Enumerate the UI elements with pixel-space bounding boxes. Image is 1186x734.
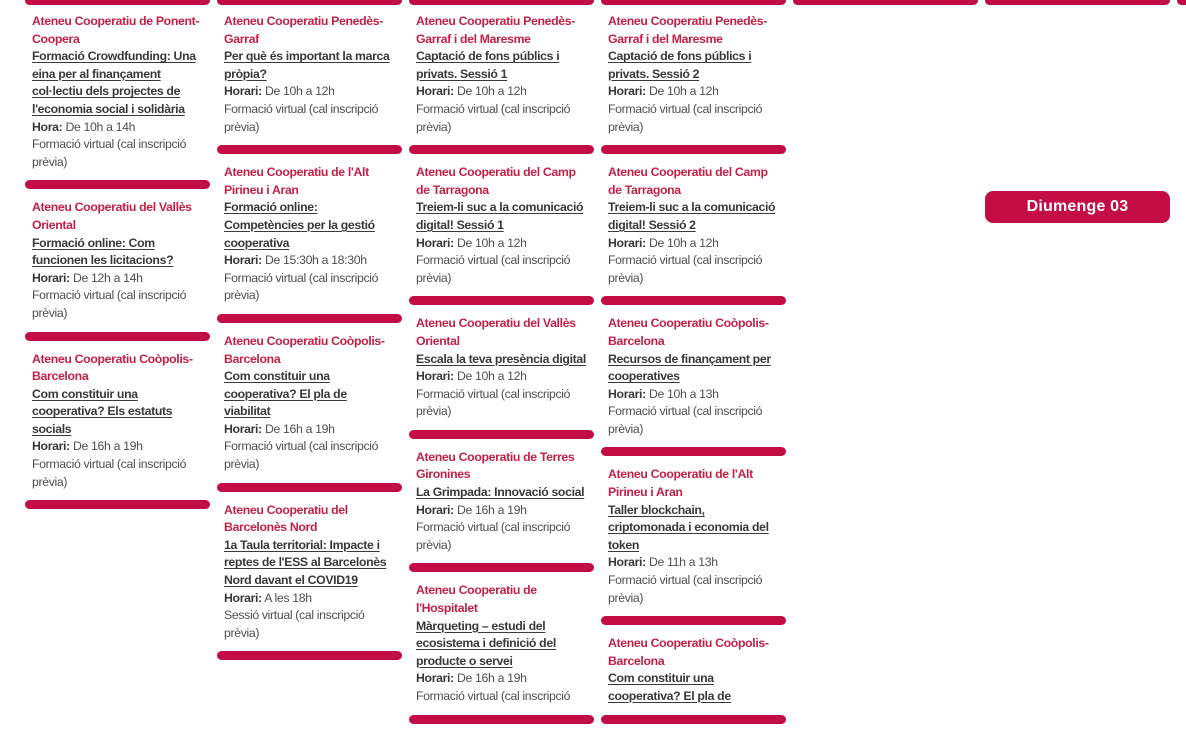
event-time-value: De 16h a 19h	[72, 439, 143, 454]
event-mode: Formació virtual (cal inscripció prèvia)	[224, 270, 379, 303]
event-time-value: De 15:30h a 18:30h	[264, 253, 367, 268]
event-time-value: De 10h a 12h	[648, 235, 719, 250]
event-title-link[interactable]: Formació online: Competències per la gestió cooperativa	[224, 200, 375, 250]
event-separator-bar	[409, 563, 594, 572]
event-organization: Ateneu Cooperatiu Coòpolis-Barcelona	[32, 351, 193, 384]
event-time-label: Horari:	[608, 235, 646, 250]
event-mode: Formació virtual (cal inscripció prèvia)	[224, 439, 379, 472]
event-title-link[interactable]: Taller blockchain, criptomonada i economia del token	[608, 502, 769, 552]
day-events-list	[601, 13, 786, 724]
event-organization: Ateneu Cooperatiu Coòpolis-Barcelona	[608, 316, 769, 348]
event-organization: Ateneu Cooperatiu del Vallès Oriental	[416, 316, 576, 348]
day-column	[1177, 0, 1186, 13]
event-title-link[interactable]: Màrqueting – estudi del ecosistema i definició del producte o servei	[416, 618, 556, 668]
event-time-label: Horari:	[416, 671, 454, 686]
event-separator-bar	[217, 145, 402, 154]
event-title-link[interactable]: Per què és important la marca pròpia?	[224, 49, 390, 81]
event-mode: Formació virtual (cal inscripció prèvia)	[608, 404, 763, 436]
event-time-value: De 12h a 14h	[72, 270, 143, 285]
event-time-value: De 10h a 12h	[648, 84, 719, 99]
event-organization: Ateneu Cooperatiu del Camp de Tarragona	[608, 165, 768, 197]
event-time-value: De 10h a 12h	[264, 84, 335, 99]
event-title-link[interactable]: 1a Taula territorial: Impacte i reptes de l'ESS al Barcelonès Nord davant el COVID19	[224, 537, 387, 588]
day-column	[985, 0, 1170, 223]
event-time-label: Horari:	[608, 555, 646, 570]
event-title-link[interactable]: Com constituir una cooperativa? El pla de viabilitat	[224, 369, 347, 419]
event-card	[217, 164, 402, 323]
event-time-value: De 16h a 19h	[456, 671, 527, 686]
event-organization: Ateneu Cooperatiu Penedès-Garraf i del Maresme	[608, 14, 767, 46]
event-title-link[interactable]: Escala la teva presència digital	[416, 351, 586, 366]
event-time-value: De 11h a 13h	[648, 555, 718, 570]
event-separator-bar	[409, 145, 594, 154]
day-column	[409, 0, 594, 734]
event-separator-bar	[601, 145, 786, 154]
event-time	[224, 83, 395, 101]
event-time-label: Horari:	[416, 84, 454, 99]
event-time	[416, 502, 587, 520]
event-mode: Formació virtual (cal inscripció prèvia)	[416, 386, 571, 419]
event-time-value: De 16h a 19h	[264, 421, 335, 436]
event-time-value: De 10h a 12h	[456, 84, 527, 99]
event-time-value: De 10h a 13h	[648, 386, 719, 401]
event-separator-bar	[601, 715, 786, 724]
day-top-bar	[217, 0, 402, 5]
event-separator-bar	[25, 500, 210, 509]
event-organization: Ateneu Cooperatiu de l'Hospitalet	[416, 583, 537, 616]
event-title-link[interactable]: Treiem-li suc a la comunicació digital! Sessió 1	[416, 200, 584, 232]
event-separator-bar	[25, 180, 210, 189]
event-time-value: De 10h a 12h	[456, 235, 527, 250]
event-organization: Ateneu Cooperatiu de Terres Gironines	[416, 449, 575, 482]
event-separator-bar	[409, 296, 594, 305]
day-badge: Diumenge 03	[985, 191, 1170, 223]
event-mode: Formació virtual (cal inscripció prèvia)	[608, 253, 763, 285]
event-mode: Formació virtual (cal inscripció prèvia)	[608, 573, 763, 605]
day-events-list	[409, 13, 594, 724]
event-mode: Formació virtual (cal inscripció prèvia)	[416, 101, 571, 134]
event-time-label: Horari:	[32, 439, 70, 454]
event-time-label: Horari:	[224, 421, 262, 436]
event-card	[217, 502, 402, 661]
event-separator-bar	[217, 314, 402, 323]
event-mode: Formació virtual (cal inscripció prèvia)	[32, 288, 187, 320]
day-events-list	[25, 13, 210, 509]
event-time-value: A les 18h	[264, 590, 312, 605]
event-card	[409, 13, 594, 154]
event-card	[409, 315, 594, 439]
day-events-list	[985, 191, 1170, 223]
event-card	[25, 351, 210, 510]
event-time-label: Horari:	[608, 386, 646, 401]
event-card	[601, 466, 786, 625]
day-column	[601, 0, 786, 734]
event-card	[409, 582, 594, 723]
event-title-link[interactable]: Captació de fons públics i privats. Sessió 1	[416, 49, 560, 81]
event-time-label: Horari:	[416, 369, 454, 384]
event-organization: Ateneu Cooperatiu Coòpolis-Barcelona	[608, 636, 769, 668]
event-time	[416, 83, 587, 101]
event-organization: Ateneu Cooperatiu de l'Alt Pirineu i Aran	[224, 165, 369, 197]
event-time	[416, 368, 587, 386]
event-card	[25, 13, 210, 189]
event-organization: Ateneu Cooperatiu de l'Alt Pirineu i Aran	[608, 467, 753, 500]
day-column	[25, 0, 210, 519]
event-time	[32, 438, 203, 456]
event-time	[608, 235, 779, 253]
event-time	[416, 235, 587, 253]
event-time	[608, 554, 779, 572]
event-time-label: Horari:	[416, 235, 454, 250]
event-card	[601, 164, 786, 305]
event-title-link[interactable]: La Grimpada: Innovació social	[416, 485, 585, 500]
event-time-label: Horari:	[416, 502, 454, 517]
event-card	[601, 635, 786, 723]
event-organization: Ateneu Cooperatiu Penedès-Garraf i del Maresme	[416, 14, 575, 46]
event-mode: Formació virtual (cal inscripció prèvia)	[416, 520, 571, 552]
event-title-link[interactable]: Recursos de finançament per cooperatives	[608, 351, 771, 384]
event-organization: Ateneu Cooperatiu del Barcelonès Nord	[224, 502, 348, 535]
event-title-link[interactable]: Com constituir una cooperativa? Els estatuts socials	[32, 386, 173, 436]
event-separator-bar	[601, 616, 786, 625]
event-time	[224, 590, 395, 608]
event-time	[32, 119, 203, 137]
event-time	[32, 270, 203, 288]
event-mode: Formació virtual (cal inscripció prèvia)	[608, 101, 763, 134]
event-title-link[interactable]: Formació online: Com funcionen les licitacions?	[32, 235, 174, 268]
event-time-value: De 10h a 14h	[65, 119, 136, 134]
event-mode: Formació virtual (cal inscripció prèvia)	[32, 457, 187, 489]
event-time	[224, 252, 395, 270]
day-top-bar	[601, 0, 786, 5]
event-separator-bar	[601, 296, 786, 305]
event-separator-bar	[409, 430, 594, 439]
event-mode: Formació virtual (cal inscripció prèvia)	[224, 101, 379, 134]
event-time-label: Horari:	[224, 84, 262, 99]
event-time-value: De 10h a 12h	[456, 369, 527, 384]
event-title-link[interactable]: Captació de fons públics i privats. Sessió 2	[608, 49, 752, 81]
event-mode: Sessió virtual (cal inscripció prèvia)	[224, 608, 365, 640]
event-card	[409, 449, 594, 573]
day-events-list	[217, 13, 402, 660]
day-column	[793, 0, 978, 13]
event-card	[601, 315, 786, 456]
event-organization: Ateneu Cooperatiu del Vallès Oriental	[32, 200, 192, 232]
event-separator-bar	[409, 715, 594, 724]
day-column	[217, 0, 402, 670]
event-time	[224, 421, 395, 439]
day-top-bar	[409, 0, 594, 5]
event-mode: Formació virtual (cal inscripció prèvia)	[416, 253, 571, 285]
day-top-bar	[1177, 0, 1186, 5]
event-card	[409, 164, 594, 305]
event-card	[217, 333, 402, 492]
event-time-label: Horari:	[224, 590, 262, 605]
event-organization: Ateneu Cooperatiu de Ponent-Coopera	[32, 14, 200, 46]
event-organization: Ateneu Cooperatiu Coòpolis-Barcelona	[224, 333, 385, 366]
event-separator-bar	[217, 483, 402, 492]
event-separator-bar	[217, 651, 402, 660]
event-card	[601, 13, 786, 154]
event-title-link[interactable]: Formació Crowdfunding: Una eina per al finançament col·lectiu dels projectes de l'economia social i solidària	[32, 49, 196, 116]
day-top-bar	[985, 0, 1170, 5]
event-time	[416, 670, 587, 688]
event-card	[25, 199, 210, 340]
event-separator-bar	[601, 447, 786, 456]
event-time-label: Horari:	[608, 84, 646, 99]
event-title-link[interactable]: Com constituir una cooperativa? El pla de	[608, 671, 731, 703]
event-mode: Formació virtual (cal inscripció	[416, 689, 571, 703]
day-top-bar	[793, 0, 978, 5]
event-organization: Ateneu Cooperatiu Penedès-Garraf	[224, 14, 383, 46]
event-card	[217, 13, 402, 154]
day-top-bar	[25, 0, 210, 5]
event-mode: Formació virtual (cal inscripció prèvia)	[32, 137, 187, 169]
event-time-label: Horari:	[224, 253, 262, 268]
event-time	[608, 83, 779, 101]
event-time-value: De 16h a 19h	[456, 502, 527, 517]
event-time-label: Hora:	[32, 119, 63, 134]
event-time-label: Horari:	[32, 270, 70, 285]
event-title-link[interactable]: Treiem-li suc a la comunicació digital! Sessió 2	[608, 200, 776, 232]
event-time	[608, 386, 779, 404]
event-separator-bar	[25, 332, 210, 341]
event-organization: Ateneu Cooperatiu del Camp de Tarragona	[416, 165, 576, 197]
